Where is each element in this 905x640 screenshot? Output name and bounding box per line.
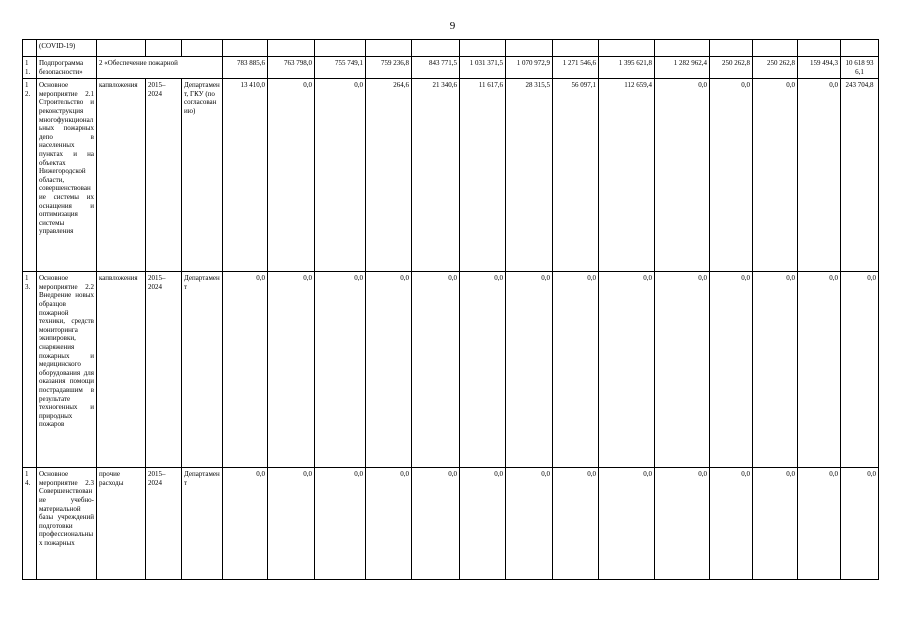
- period: 2015– 2024: [146, 79, 182, 272]
- table-cell: [412, 40, 460, 57]
- value-cell: 0,0: [366, 468, 412, 580]
- value-cell: 0,0: [599, 468, 655, 580]
- value-cell: 1 070 972,9: [506, 57, 553, 79]
- value-cell: 243 704,8: [841, 79, 879, 272]
- value-cell: 0,0: [553, 272, 599, 468]
- row-number: 1 3.: [23, 272, 37, 468]
- value-cell: 0,0: [710, 79, 753, 272]
- table-cell: (COVID-19): [37, 40, 97, 57]
- table-cell: [182, 40, 223, 57]
- value-cell: 56 097,1: [553, 79, 599, 272]
- value-cell: 0,0: [753, 272, 798, 468]
- table-row-subprogram: [23, 57, 879, 79]
- table-cell: [366, 40, 412, 57]
- value-cell: 264,6: [366, 79, 412, 272]
- value-cell: 0,0: [268, 468, 315, 580]
- table-cell: [97, 40, 146, 57]
- budget-table: [22, 39, 879, 580]
- value-cell: 0,0: [798, 272, 841, 468]
- table-cell: [655, 40, 710, 57]
- value-cell: 0,0: [412, 468, 460, 580]
- value-cell: 250 262,8: [753, 57, 798, 79]
- executor: Департамент: [182, 468, 223, 580]
- value-cell: 0,0: [841, 272, 879, 468]
- value-cell: 250 262,8: [710, 57, 753, 79]
- table-cell: [599, 40, 655, 57]
- value-cell: 763 798,0: [268, 57, 315, 79]
- value-cell: 843 771,5: [412, 57, 460, 79]
- subprogram-label: 2 «Обеспечение пожарной: [97, 57, 223, 79]
- value-cell: 0,0: [710, 468, 753, 580]
- period: 2015– 2024: [146, 272, 182, 468]
- table-cell: [841, 40, 879, 57]
- table-row: [23, 468, 879, 580]
- value-cell: 0,0: [460, 272, 506, 468]
- value-cell: 0,0: [366, 272, 412, 468]
- table-cell: [553, 40, 599, 57]
- expense-category: капвложения: [97, 79, 146, 272]
- value-cell: 0,0: [710, 272, 753, 468]
- value-cell: 0,0: [599, 272, 655, 468]
- value-cell: 0,0: [798, 468, 841, 580]
- value-cell: 0,0: [268, 79, 315, 272]
- expense-category: капвложения: [97, 272, 146, 468]
- measure-name: Основное мероприятие 2.1 Строительство и реконструкция многофункциональных пожарных депо в населенных пунктах и на объектах Нижегородской области, совершенствование системы их оснащения и оптимизация системы управления: [37, 79, 97, 272]
- value-cell: 0,0: [655, 272, 710, 468]
- page-number: 9: [449, 20, 456, 32]
- table-cell: [710, 40, 753, 57]
- value-cell: 28 315,5: [506, 79, 553, 272]
- table-cell: [223, 40, 268, 57]
- table-row: [23, 40, 879, 57]
- table-row: [23, 272, 879, 468]
- row-number: 1 2.: [23, 79, 37, 272]
- value-cell: 0,0: [223, 468, 268, 580]
- table-cell: [268, 40, 315, 57]
- value-cell: 0,0: [553, 468, 599, 580]
- value-cell: 1 031 371,5: [460, 57, 506, 79]
- value-cell: 0,0: [841, 468, 879, 580]
- table-cell: [506, 40, 553, 57]
- value-cell: 755 749,1: [315, 57, 366, 79]
- table-cell: [460, 40, 506, 57]
- value-cell: 11 617,6: [460, 79, 506, 272]
- value-cell: 0,0: [506, 468, 553, 580]
- table-cell: [798, 40, 841, 57]
- value-cell: 0,0: [315, 272, 366, 468]
- measure-name: Основное мероприятие 2.3 Совершенствование учебно-материальной базы учреждений подготовки профессиональных пожарных: [37, 468, 97, 580]
- value-cell: 159 494,3: [798, 57, 841, 79]
- table-cell: [753, 40, 798, 57]
- table-cell: [146, 40, 182, 57]
- table-row: [23, 79, 879, 272]
- table-cell: [23, 40, 37, 57]
- value-cell: 13 410,0: [223, 79, 268, 272]
- value-cell: 0,0: [460, 468, 506, 580]
- value-cell: 1 282 962,4: [655, 57, 710, 79]
- value-cell: 0,0: [655, 468, 710, 580]
- measure-name: Основное мероприятие 2.2 Внедрение новых образцов пожарной техники, средств мониторинга экипировки, снаряжения пожарных и медицинского оборудования для оказания помощи пострадавшим в результате техногенных и природных пожаров: [37, 272, 97, 468]
- value-cell: 0,0: [223, 272, 268, 468]
- row-number: 1 4.: [23, 468, 37, 580]
- value-cell: 0,0: [506, 272, 553, 468]
- value-cell: 0,0: [315, 79, 366, 272]
- value-cell: 112 659,4: [599, 79, 655, 272]
- table-cell: [315, 40, 366, 57]
- value-cell: 0,0: [655, 79, 710, 272]
- value-cell: 21 340,6: [412, 79, 460, 272]
- value-cell: 759 236,8: [366, 57, 412, 79]
- subprogram-name: Подпрограмма безопасности»: [37, 57, 97, 79]
- value-cell: 0,0: [412, 272, 460, 468]
- value-cell: 783 885,6: [223, 57, 268, 79]
- row-number: 1 1.: [23, 57, 37, 79]
- value-cell: 10 618 936,1: [841, 57, 879, 79]
- expense-category: прочие расходы: [97, 468, 146, 580]
- value-cell: 0,0: [798, 79, 841, 272]
- period: 2015– 2024: [146, 468, 182, 580]
- value-cell: 0,0: [753, 79, 798, 272]
- value-cell: 1 395 621,8: [599, 57, 655, 79]
- executor: Департамент: [182, 272, 223, 468]
- value-cell: 0,0: [753, 468, 798, 580]
- value-cell: 0,0: [315, 468, 366, 580]
- executor: Департамент, ГКУ (по согласованию): [182, 79, 223, 272]
- value-cell: 0,0: [268, 272, 315, 468]
- value-cell: 1 271 546,6: [553, 57, 599, 79]
